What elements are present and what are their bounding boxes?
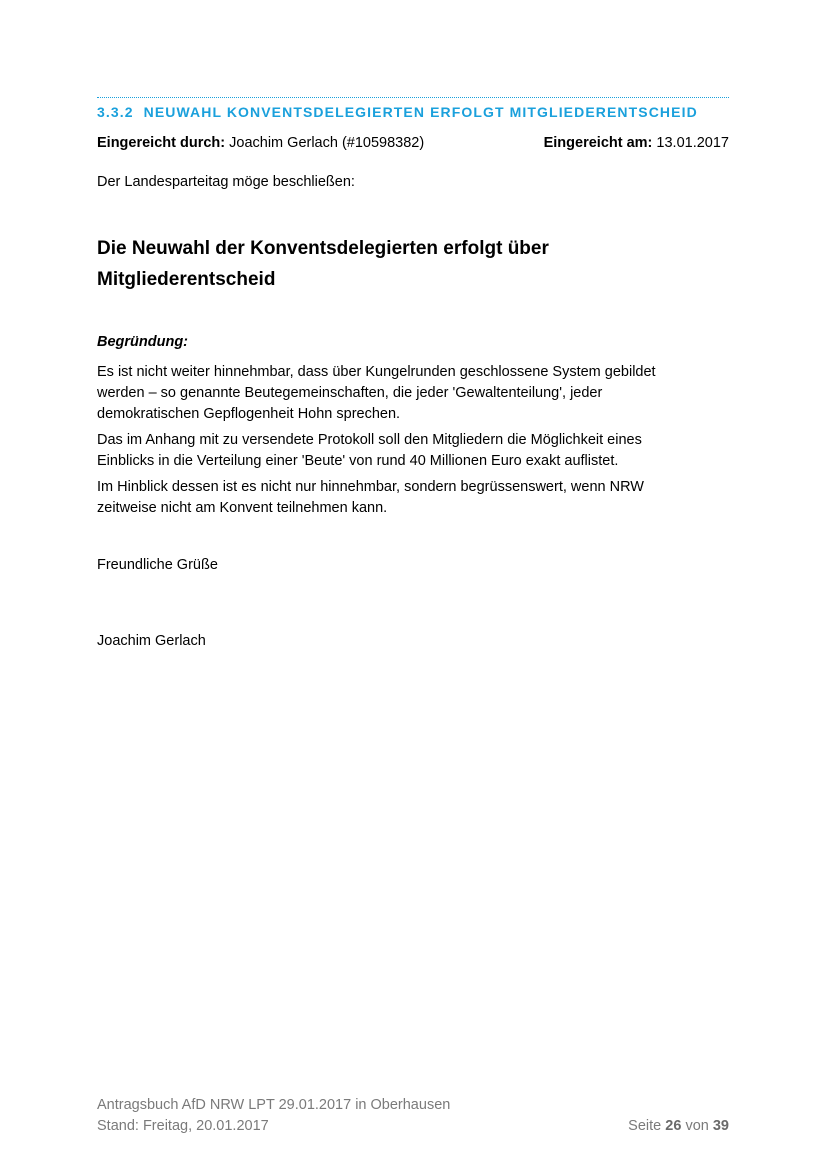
paragraph-line: werden – so genannte Beutegemeinschaften, die jeder 'Gewaltenteilung', jeder [97, 385, 603, 401]
signature-name: Joachim Gerlach [97, 633, 206, 649]
page-sep: von [685, 1118, 709, 1134]
intro-text: Der Landesparteitag möge beschließen: [97, 174, 355, 190]
paragraph-line: demokratischen Gepflogenheit Hohn sprechen. [97, 406, 401, 422]
submitted-by [97, 135, 424, 151]
submitted-on [544, 135, 729, 151]
paragraph-line: Es ist nicht weiter hinnehmbar, dass über Kungelrunden geschlossene System gebildet [97, 364, 656, 380]
submitted-by-label: Eingereicht durch: [97, 135, 226, 151]
paragraph-line: zeitweise nicht am Konvent teilnehmen kann. [97, 500, 388, 516]
motion-title-line: Mitgliederentscheid [97, 269, 276, 290]
paragraph-line: Einblicks in die Verteilung einer 'Beute' von rund 40 Millionen Euro exakt auflistet. [97, 453, 619, 469]
reason-label: Begründung: [97, 334, 189, 350]
footer-status-row [97, 1118, 729, 1134]
section-number: 3.3.2 [97, 104, 134, 120]
page-total: 39 [712, 1118, 729, 1134]
submitted-by-value: Joachim Gerlach (#10598382) [229, 135, 425, 151]
section-heading [97, 104, 729, 120]
submission-meta [97, 135, 729, 151]
page-indicator [628, 1118, 729, 1134]
footer-status: Stand: Freitag, 20.01.2017 [97, 1118, 269, 1134]
paragraph-line: Im Hinblick dessen ist es nicht nur hinnehmbar, sondern begrüssenswert, wenn NRW [97, 479, 644, 495]
reason-paragraph [97, 362, 717, 425]
section-title: NEUWAHL KONVENTSDELEGIERTEN ERFOLGT MITGLIEDERENTSCHEID [143, 104, 698, 120]
closing-text: Freundliche Grüße [97, 557, 218, 573]
motion-title-line: Die Neuwahl der Konventsdelegierten erfolgt über [97, 238, 549, 259]
reason-paragraph [97, 430, 717, 472]
footer-document-title: Antragsbuch AfD NRW LPT 29.01.2017 in Oberhausen [97, 1097, 451, 1113]
motion-title [97, 233, 729, 295]
page-current: 26 [665, 1118, 682, 1134]
submitted-on-value: 13.01.2017 [656, 135, 729, 151]
page-prefix: Seite [628, 1118, 662, 1134]
submitted-on-label: Eingereicht am: [543, 135, 653, 151]
reason-paragraph [97, 477, 717, 519]
paragraph-line: Das im Anhang mit zu versendete Protokoll soll den Mitgliedern die Möglichkeit eines [97, 432, 642, 448]
section-divider [97, 97, 729, 98]
